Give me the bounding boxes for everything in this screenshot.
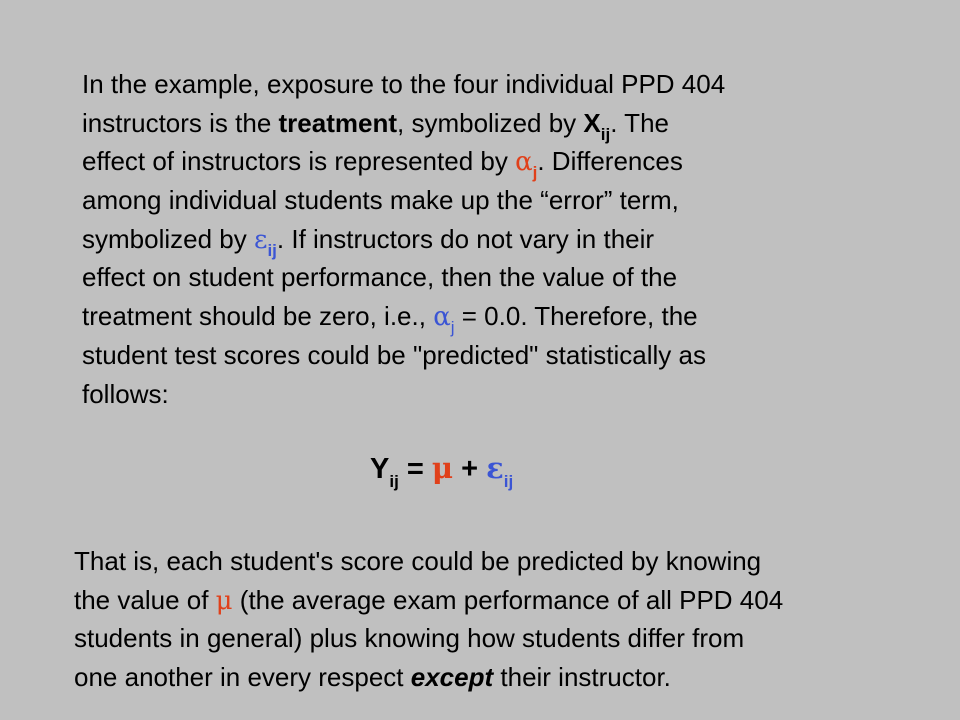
explanation-line-1: That is, each student's score could be predicted by knowing xyxy=(74,546,762,576)
text: symbolized by xyxy=(82,223,254,254)
plus-sign: + xyxy=(453,453,487,485)
y-symbol: Y xyxy=(370,453,390,485)
explanation-line-2 xyxy=(74,581,954,620)
explanation-paragraph xyxy=(74,542,954,696)
text: effect of instructors is represented by xyxy=(82,146,516,177)
epsilon-symbol: ε xyxy=(486,451,504,485)
text: their instructor. xyxy=(493,661,671,692)
explanation-line-3: students in general) plus knowing how students differ from xyxy=(74,623,745,653)
treatment-term: treatment xyxy=(278,107,397,138)
intro-line-4: among individual students make up the “error” term, xyxy=(82,185,679,216)
epsilon-subscript: ij xyxy=(267,240,277,260)
intro-line-7 xyxy=(82,297,902,336)
epsilon-subscript: ij xyxy=(503,472,514,491)
intro-line-6: effect on student performance, then the value of the xyxy=(82,262,678,293)
mu-symbol: μ xyxy=(215,585,233,616)
alpha-symbol: α xyxy=(515,147,533,178)
intro-line-8: student test scores could be "predicted" statistically as xyxy=(82,339,706,370)
text: the value of xyxy=(74,584,216,615)
intro-line-5 xyxy=(82,220,902,259)
x-subscript: ij xyxy=(600,124,611,144)
except-emphasis: except xyxy=(410,661,494,692)
text: (the average exam performance of all PPD 404 xyxy=(232,584,784,615)
intro-line-9: follows: xyxy=(82,378,169,409)
intro-paragraph xyxy=(82,65,902,413)
alpha-symbol: α xyxy=(433,302,451,333)
text: . The xyxy=(610,107,669,138)
intro-line-3 xyxy=(82,142,902,181)
y-subscript: ij xyxy=(389,472,399,491)
intro-line-1: In the example, exposure to the four individual PPD 404 xyxy=(82,69,726,99)
equals-sign: = xyxy=(398,453,432,485)
mu-symbol: μ xyxy=(431,451,454,485)
alpha-subscript: j xyxy=(450,318,455,338)
explanation-line-4 xyxy=(74,658,954,697)
text: . If instructors do not vary in their xyxy=(276,223,655,254)
text: instructors is the xyxy=(82,107,279,138)
text: , symbolized by xyxy=(397,107,584,138)
text: one another in every respect xyxy=(74,661,411,692)
alpha-subscript: j xyxy=(532,163,538,183)
epsilon-symbol: ε xyxy=(253,224,268,255)
text: = 0.0. Therefore, the xyxy=(454,301,698,332)
x-symbol: X xyxy=(583,107,601,138)
intro-line-2 xyxy=(82,104,902,143)
model-formula xyxy=(370,451,513,492)
text: . Differences xyxy=(537,146,683,177)
text: treatment should be zero, i.e., xyxy=(82,301,434,332)
